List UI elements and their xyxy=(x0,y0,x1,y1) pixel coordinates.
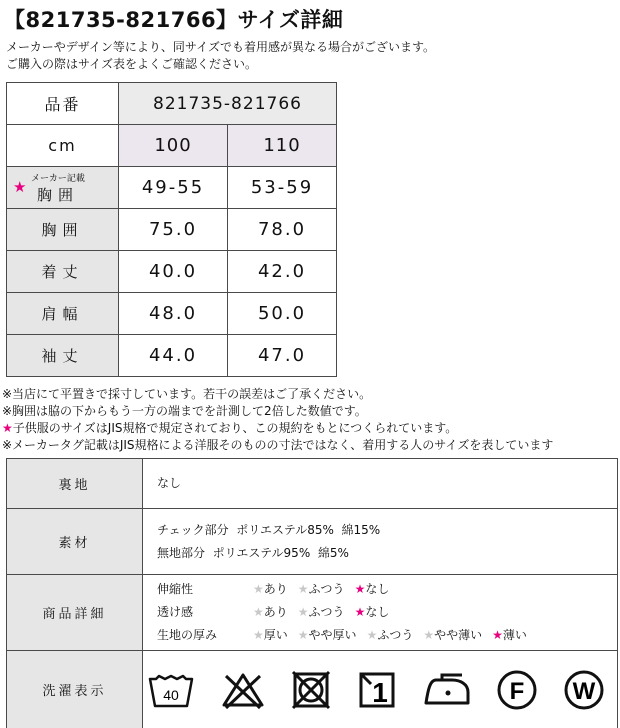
star-icon: ★ xyxy=(354,605,366,619)
detail-option xyxy=(253,578,288,601)
option-text: なし xyxy=(365,582,390,596)
part-number-label: 品番 xyxy=(7,83,119,125)
detail-row xyxy=(157,624,617,647)
size-row-length xyxy=(7,251,337,293)
star-icon: ★ xyxy=(297,605,309,619)
size-row-sleeve xyxy=(7,335,337,377)
detail-option xyxy=(253,601,288,624)
washing-icons xyxy=(143,651,618,728)
detail-label: 生地の厚み xyxy=(157,628,218,642)
size-value: 78.0 xyxy=(228,209,337,251)
size-value: 47.0 xyxy=(228,335,337,377)
star-icon: ★ xyxy=(253,605,264,619)
note-text: 子供服のサイズはJIS規格で規定されており、この規約をもとにつくられています。 xyxy=(12,421,458,435)
note-line: ※胸囲は脇の下からもう一方の端までを計測して2倍した数値です。 xyxy=(2,404,367,418)
row-label: 胸囲 xyxy=(7,209,119,251)
size-value: 75.0 xyxy=(119,209,228,251)
size-value: 53-59 xyxy=(228,167,337,209)
wet-clean-w-icon xyxy=(563,669,605,711)
size-row-part xyxy=(7,83,337,125)
size-row-maker-chest xyxy=(7,167,337,209)
spec-row-washing xyxy=(7,651,618,728)
option-text: やや厚い xyxy=(308,628,357,642)
spec-value xyxy=(143,509,618,575)
dry-clean-letter: F xyxy=(509,677,525,705)
spec-table xyxy=(6,458,618,728)
detail-option xyxy=(492,624,527,647)
star-icon: ★ xyxy=(354,582,366,596)
option-text: ふつう xyxy=(377,628,414,642)
wash-tub-40-icon xyxy=(147,670,195,710)
shade-dry-number: 1 xyxy=(372,676,388,708)
star-icon: ★ xyxy=(297,628,309,642)
spec-label: 裏地 xyxy=(7,459,143,509)
detail-label: 伸縮性 xyxy=(157,582,194,596)
wet-clean-letter: W xyxy=(572,677,596,705)
detail-option xyxy=(253,624,288,647)
star-icon: ★ xyxy=(297,582,309,596)
detail-list xyxy=(143,575,618,651)
size-value: 44.0 xyxy=(119,335,228,377)
detail-option xyxy=(423,624,482,647)
note-line xyxy=(2,420,553,437)
spec-label: 洗濯表示 xyxy=(7,651,143,728)
intro-text xyxy=(6,39,435,73)
size-header: 110 xyxy=(228,125,337,167)
size-value: 48.0 xyxy=(119,293,228,335)
maker-chest-label xyxy=(7,167,119,209)
dry-clean-f-icon xyxy=(496,669,538,711)
option-text: ふつう xyxy=(308,605,345,619)
row-label: 袖丈 xyxy=(7,335,119,377)
star-icon: ★ xyxy=(253,628,264,642)
material-line: 無地部分 ポリエステル95% 綿5% xyxy=(157,545,349,560)
wash-temp: 40 xyxy=(163,686,179,703)
size-row-chest xyxy=(7,209,337,251)
maker-chest-text: 胸囲 xyxy=(37,186,80,204)
option-text: あり xyxy=(263,605,288,619)
size-table xyxy=(6,82,337,377)
note-line: ※当店にて平置きで採寸しています。若干の誤差はご了承ください。 xyxy=(2,387,372,401)
star-icon: ★ xyxy=(13,178,33,196)
star-icon: ★ xyxy=(366,628,378,642)
detail-option xyxy=(298,578,345,601)
do-not-tumble-dry-icon xyxy=(290,670,332,710)
detail-option xyxy=(355,601,390,624)
row-label: 肩幅 xyxy=(7,293,119,335)
option-text: 薄い xyxy=(502,628,527,642)
spec-row-details xyxy=(7,575,618,651)
star-icon: ★ xyxy=(253,582,264,596)
note-line: ※メーカータグ記載はJIS規格による洋服そのものの寸法ではなく、着用する人のサイズを表しています xyxy=(2,438,554,452)
option-text: やや薄い xyxy=(434,628,483,642)
line-dry-shade-icon xyxy=(357,670,397,710)
size-notes xyxy=(2,386,553,454)
spec-value: なし xyxy=(143,459,618,509)
row-label: 着丈 xyxy=(7,251,119,293)
size-value: 49-55 xyxy=(119,167,228,209)
material-line: チェック部分 ポリエステル85% 綿15% xyxy=(157,522,381,537)
detail-option xyxy=(355,578,390,601)
intro-line: ご購入の際はサイズ表をよくご確認ください。 xyxy=(6,57,258,71)
option-text: ふつう xyxy=(308,582,345,596)
spec-label: 素材 xyxy=(7,509,143,575)
size-header: 100 xyxy=(119,125,228,167)
star-icon: ★ xyxy=(2,421,13,435)
detail-row xyxy=(157,578,617,601)
detail-option xyxy=(298,601,345,624)
intro-line: メーカーやデザイン等により、同サイズでも着用感が異なる場合がございます。 xyxy=(6,40,436,54)
maker-label-note: メーカー記載 xyxy=(31,174,85,184)
spec-row-material xyxy=(7,509,618,575)
size-row-shoulder xyxy=(7,293,337,335)
size-value: 50.0 xyxy=(228,293,337,335)
option-text: なし xyxy=(365,605,390,619)
detail-option xyxy=(298,624,357,647)
detail-label: 透け感 xyxy=(157,605,194,619)
option-text: あり xyxy=(263,582,288,596)
option-text: 厚い xyxy=(263,628,288,642)
do-not-bleach-icon xyxy=(220,670,266,710)
iron-low-icon xyxy=(422,670,472,710)
spec-label: 商品詳細 xyxy=(7,575,143,651)
unit-label: cm xyxy=(7,125,119,167)
size-row-header xyxy=(7,125,337,167)
detail-row xyxy=(157,601,617,624)
detail-option xyxy=(367,624,414,647)
star-icon: ★ xyxy=(423,628,435,642)
size-value: 40.0 xyxy=(119,251,228,293)
page-title: 【821735-821766】サイズ詳細 xyxy=(4,8,344,32)
part-number: 821735-821766 xyxy=(119,83,337,125)
size-value: 42.0 xyxy=(228,251,337,293)
star-icon: ★ xyxy=(492,628,503,642)
spec-row-lining xyxy=(7,459,618,509)
